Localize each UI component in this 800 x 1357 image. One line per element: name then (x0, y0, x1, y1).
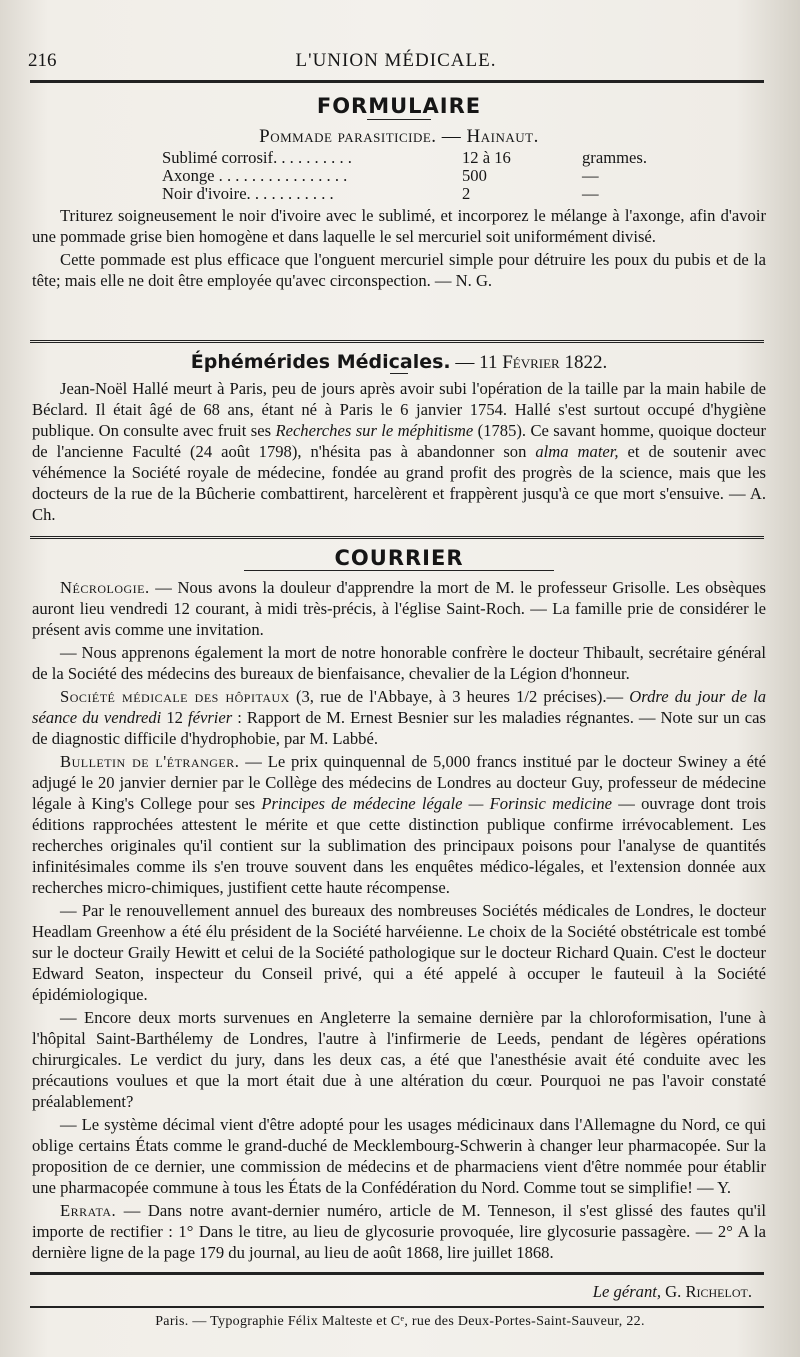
italic-title: Recherches sur le méphitisme (275, 421, 474, 440)
italic-text: février (187, 708, 233, 727)
item-lead: Bulletin de l'étranger. (60, 752, 240, 771)
ephemerides-date: — 11 Février 1822. (455, 352, 608, 373)
formulaire-subtitle: Pommade parasiticide. — Hainaut. (259, 126, 539, 147)
item-text: (3, rue de l'Abbaye, à 3 heures 1/2 précises).— (289, 687, 630, 706)
recipe-ingredient: Sublimé corrosif. . . . . . . . . . (162, 149, 352, 167)
section-divider (30, 536, 764, 539)
item-lead: Société médicale des hôpitaux (60, 687, 290, 706)
recipe-ingredient: Noir d'ivoire. . . . . . . . . . . (162, 185, 334, 203)
title-rule (244, 570, 554, 571)
recipe-quantity: 12 à 16 (462, 148, 511, 167)
printer-footer: Paris. — Typographie Félix Malteste et Cᵉ, rue des Deux-Portes-Saint-Sauveur, 22. (155, 1314, 645, 1329)
item-text: — Dans notre avant-dernier numéro, article de M. Tenneson, il s'est glissé des fautes qu'il importe de rectifier : 1° Dans le titre, au lieu de glycosurie provoquée, lire glycosurie passagère. — 2° A la dernière ligne de la page 179 du journal, au lieu de août 1868, lire juillet 1868. (32, 1201, 766, 1262)
recipe-unit: grammes. (582, 148, 647, 167)
text-run: et de soutenir avec véhémence la Société royale de médecine, fondée au grand profit des progrès de la science, mais que les docteurs de la rue de la Bûcherie combattirent, harcelèrent et frappèrent jusqu'à ce que mort s'ensuive. — A. Ch. (32, 442, 767, 524)
courrier-title: COURRIER (334, 546, 464, 570)
news-item-bulletin (32, 751, 766, 898)
recipe-list (162, 149, 766, 203)
item-lead: Errata. (60, 1201, 117, 1220)
ephemerides-title (32, 352, 766, 373)
title-rule (390, 373, 408, 374)
item-text: — Le prix quinquennal de 5,000 francs institué par le docteur Swiney a été adjugé le 20 janvier dernier par le Collège des médecins de Londres au docteur Guy, professeur de médecine légale à King's College pour ses (32, 752, 766, 813)
recipe-row (162, 167, 766, 185)
signature-label: Le gérant, (592, 1282, 662, 1301)
formulaire-paragraph: Cette pommade est plus efficace que l'onguent mercuriel simple pour détruire les poux du pubis et de la tête; mais elle ne doit être employée qu'avec circonspection. — N. G. (32, 250, 766, 290)
section-divider (30, 340, 764, 343)
recipe-ingredient: Axonge . . . . . . . . . . . . . . . . (162, 167, 348, 185)
title-rule (367, 119, 431, 120)
footer-rule (30, 1306, 764, 1308)
formulaire-section (32, 96, 766, 293)
news-item-chloroforme: — Encore deux morts survenues en Angleterre la semaine dernière par la chloroformisation, l'une à l'hôpital Saint-Barthélemy de Londres, l'autre à l'infirmerie de Leeds, pendant de légères opérations chirurgicales. Le verdict du jury, dans les deux cas, a été que l'anesthésie avait été conduite avec les précautions voulues et que la mort était due à une altération du cœur. Pourquoi ne pas l'avoir constaté préalablement? (32, 1008, 766, 1111)
item-lead: Nécrologie. (60, 578, 150, 597)
formulaire-title: FORMULAIRE (316, 94, 482, 118)
recipe-row (162, 185, 766, 203)
news-item-necrologie (32, 577, 766, 640)
courrier-section (32, 548, 766, 1265)
header-rule (30, 80, 764, 83)
text-run: Jean-Noël Hallé meurt à Paris, peu de jours après avoir subi l'opération de la taille par la main habile de Béclard. Il était âgé de 68 ans, étant né à Paris le 6 janvier 1754. Hallé s'est surtout occupé d'hygiène publique. On consulte avec fruit ses (32, 379, 766, 440)
italic-text: alma mater, (535, 442, 619, 461)
news-item-errata (32, 1200, 766, 1263)
italic-text: Principes de médecine légale — Forinsic medicine (261, 794, 613, 813)
news-item-societe (32, 686, 766, 749)
running-title: L'UNION MÉDICALE. (295, 50, 497, 71)
recipe-unit: — (582, 184, 599, 203)
recipe-quantity: 500 (462, 166, 487, 185)
signature-name: G. Richelot. (665, 1282, 752, 1301)
ephemerides-paragraph (32, 378, 766, 525)
news-item-decimal: — Le système décimal vient d'être adopté pour les usages médicinaux dans l'Allemagne du Nord, ce qui oblige certains États comme le grand-duché de Mecklembourg-Schwerin à changer leur pharmacopée. Sur la proposition de ce dernier, une commission de médecins et de pharmaciens vient d'être nommée pour établir une pharmacopée commune à tous les États de la Confédération du Nord. Comme tout se simplifie! — Y. (32, 1115, 766, 1197)
item-text: : Rapport de M. Ernest Besnier sur les maladies régnantes. — Note sur un cas de diagnostic difficile d'hydrophobie, par M. Labbé. (32, 708, 766, 748)
recipe-quantity: 2 (462, 184, 471, 203)
ephemerides-section (32, 350, 766, 527)
signature-rule (30, 1272, 764, 1275)
page-header (28, 50, 764, 76)
ephemerides-heading: Éphémérides Médicales. (190, 351, 451, 373)
item-text: — Nous avons la douleur d'apprendre la mort de M. le professeur Grisolle. Les obsèques auront lieu vendredi 12 courant, à midi très-précis, à l'église Saint-Roch. — La famille prie de considérer le présent avis comme une invitation. (32, 578, 766, 639)
news-item-thibault: — Nous apprenons également la mort de notre honorable confrère le docteur Thibault, secrétaire général de la Société des médecins des bureaux de bienfaisance, chevalier de la Légion d'honneur. (32, 643, 766, 683)
recipe-row (162, 149, 766, 167)
signature (593, 1282, 752, 1302)
page-number: 216 (28, 50, 57, 71)
item-text: 12 (161, 708, 188, 727)
text-run: (1785). Ce savant homme, quoique docteur de l'ancienne Faculté (24 août 1798), n'hésita pas à abandonner son (32, 421, 767, 461)
formulaire-paragraph: Triturez soigneusement le noir d'ivoire avec le sublimé, et incorporez le mélange à l'axonge, afin d'avoir une pommade grise bien homogène et dans laquelle le sel mercuriel soit uniformément divisé. (32, 206, 766, 246)
recipe-unit: — (582, 166, 599, 185)
item-text: — ouvrage dont trois éditions rapprochées attestent le mérite et que cette distinction publique confirme irrévocablement. Les recherches originales qu'il contient sur la sublimation des principaux poisons pour l'analyse de quantités infinitésimales comme ils s'en trouve souvent dans les enquêtes médico-légales, et l'extension donnée aux recherches micro-chimiques, justifient cette haute récompense. (32, 794, 766, 897)
news-item-renouvellement: — Par le renouvellement annuel des bureaux des nombreuses Sociétés médicales de Londres, le docteur Headlam Greenhow a été élu président de la Société harvéienne. Le choix de la Société obstétricale est tombé sur le docteur Graily Hewitt et celui de la Société pathologique sur le docteur Richard Quain. C'est le docteur Edward Seaton, inspecteur du Conseil privé, qui a été appelé à occuper le fauteuil à la Société épidémiologique. (32, 901, 766, 1004)
italic-text: Ordre du jour de la séance du vendredi (32, 687, 767, 727)
